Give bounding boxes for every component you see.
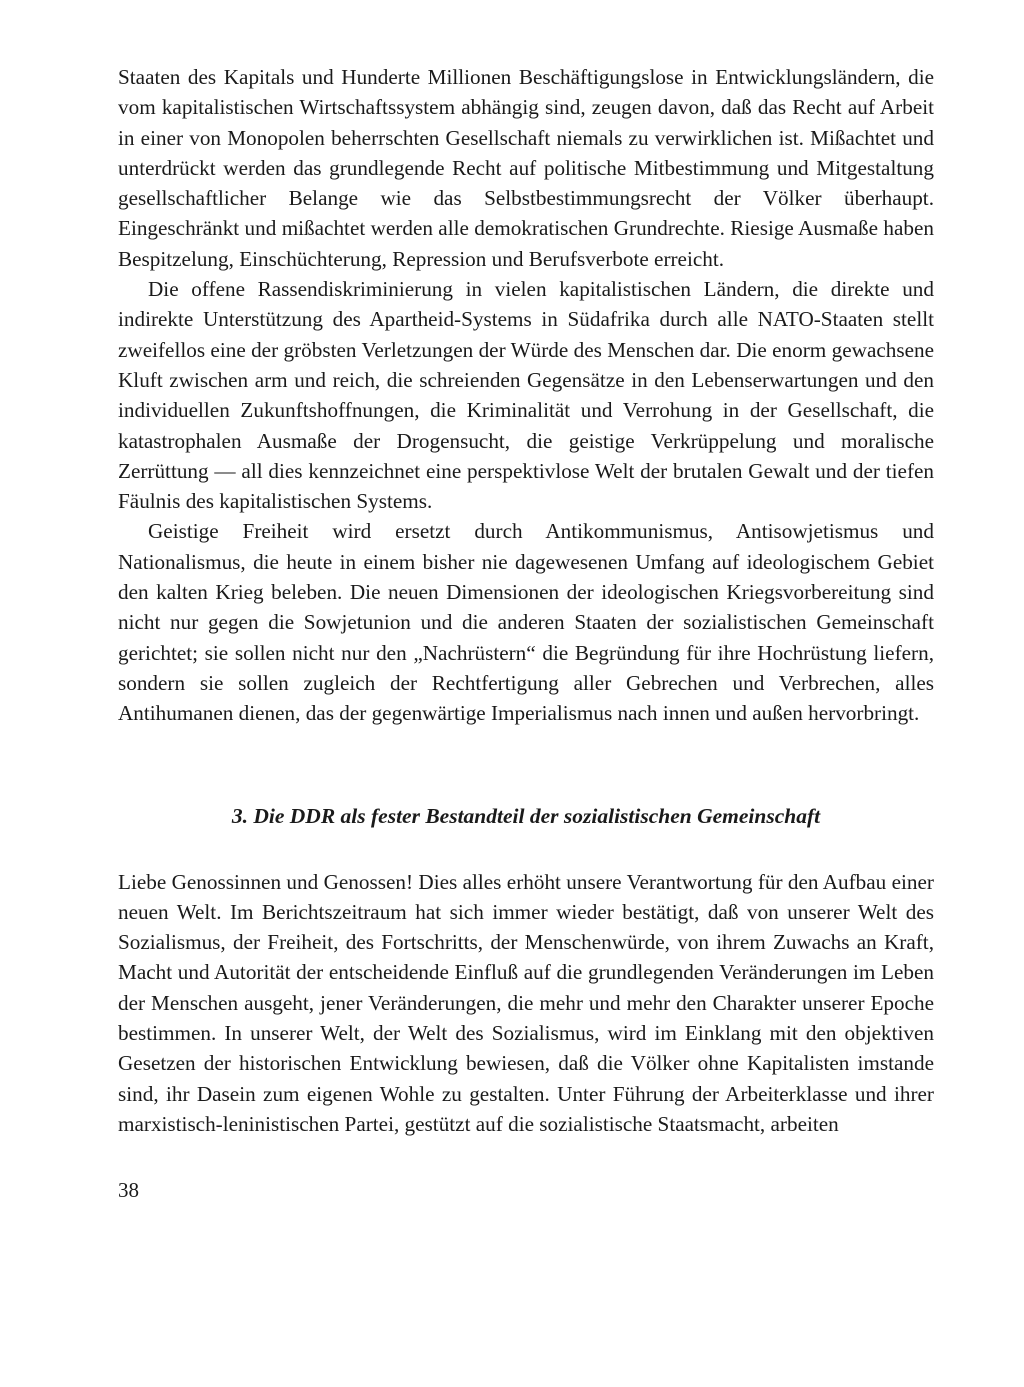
section-heading: 3. Die DDR als fester Bestandteil der sozialistischen Gemeinschaft <box>231 803 821 828</box>
paragraph-2: Die offene Rassendiskriminierung in vielen kapitalistischen Ländern, die direkte und indirekte Unterstützung des Apartheid-Systems in Südafrika durch alle NATO-Staaten stellt zweifellos eine der gröbsten Verletzungen der Würde des Menschen dar. Die enorm gewachsene Kluft zwischen arm und reich, die schreienden Gegensätze in den Lebenserwartungen und den individuellen Zukunftshoffnungen, die Kriminalität und Verrohung in der Gesellschaft, die katastrophalen Ausmaße der Drogensucht, die geistige Verkrüppelung und moralische Zerrüttung — all dies kennzeichnet eine perspektivlose Welt der brutalen Gewalt und der tiefen Fäulnis des kapitalistischen Systems. <box>118 277 934 514</box>
section-paragraph: Liebe Genossinnen und Genossen! Dies alles erhöht unsere Verantwortung für den Aufbau einer neuen Welt. Im Berichtszeitraum hat sich immer wieder bestätigt, daß von unserer Welt des Sozialismus, der Freiheit, des Fortschritts, der Menschenwürde, von ihrem Zuwachs an Kraft, Macht und Autorität der entscheidende Einfluß auf die grundlegenden Veränderungen im Leben der Menschen ausgeht, jener Veränderungen, die mehr und mehr den Charakter unserer Epoche bestimmen. In unserer Welt, der Welt des Sozialismus, wird im Einklang mit den objektiven Gesetzen der historischen Entwicklung bewiesen, daß die Völker ohne Kapitalisten imstande sind, ihr Dasein zum eigenen Wohle zu gestalten. Unter Führung der Arbeiterklasse und ihrer marxistisch-leninistischen Partei, gestützt auf die sozialistische Staatsmacht, arbeiten <box>118 869 934 1136</box>
document-page <box>118 62 934 1205</box>
paragraph-1: Staaten des Kapitals und Hunderte Millionen Beschäftigungslose in Entwicklungsländern, die vom kapitalistischen Wirtschaftssystem abhängig sind, zeugen davon, daß das Recht auf Arbeit in einer von Monopolen beherrschten Gesellschaft niemals zu verwirklichen ist. Mißachtet und unterdrückt werden das grundlegende Recht auf politische Mitbestimmung und Mitgestaltung gesellschaftlicher Belange wie das Selbstbestimmungsrecht der Völker überhaupt. Eingeschränkt und mißachtet werden alle demokratischen Grundrechte. Riesige Ausmaße haben Bespitzelung, Einschüchterung, Repression und Berufsverbote erreicht. <box>118 65 934 271</box>
page-number: 38 <box>118 1178 139 1203</box>
paragraph-3: Geistige Freiheit wird ersetzt durch Antikommunismus, Antisowjetismus und Nationalismus, die heute in einem bisher nie dagewesenen Umfang auf ideologischem Gebiet den kalten Krieg beleben. Die neuen Dimensionen der ideologischen Kriegsvorbereitung sind nicht nur gegen die Sowjetunion und die anderen Staaten der sozialistischen Gemeinschaft gerichtet; sie sollen nicht nur den „Nachrüstern“ die Begründung für ihre Hochrüstung liefern, sondern sie sollen zugleich der Rechtfertigung aller Gebrechen und Verbrechen, alles Antihumanen dienen, das der gegenwärtige Imperialismus nach innen und außen hervorbringt. <box>118 519 934 726</box>
